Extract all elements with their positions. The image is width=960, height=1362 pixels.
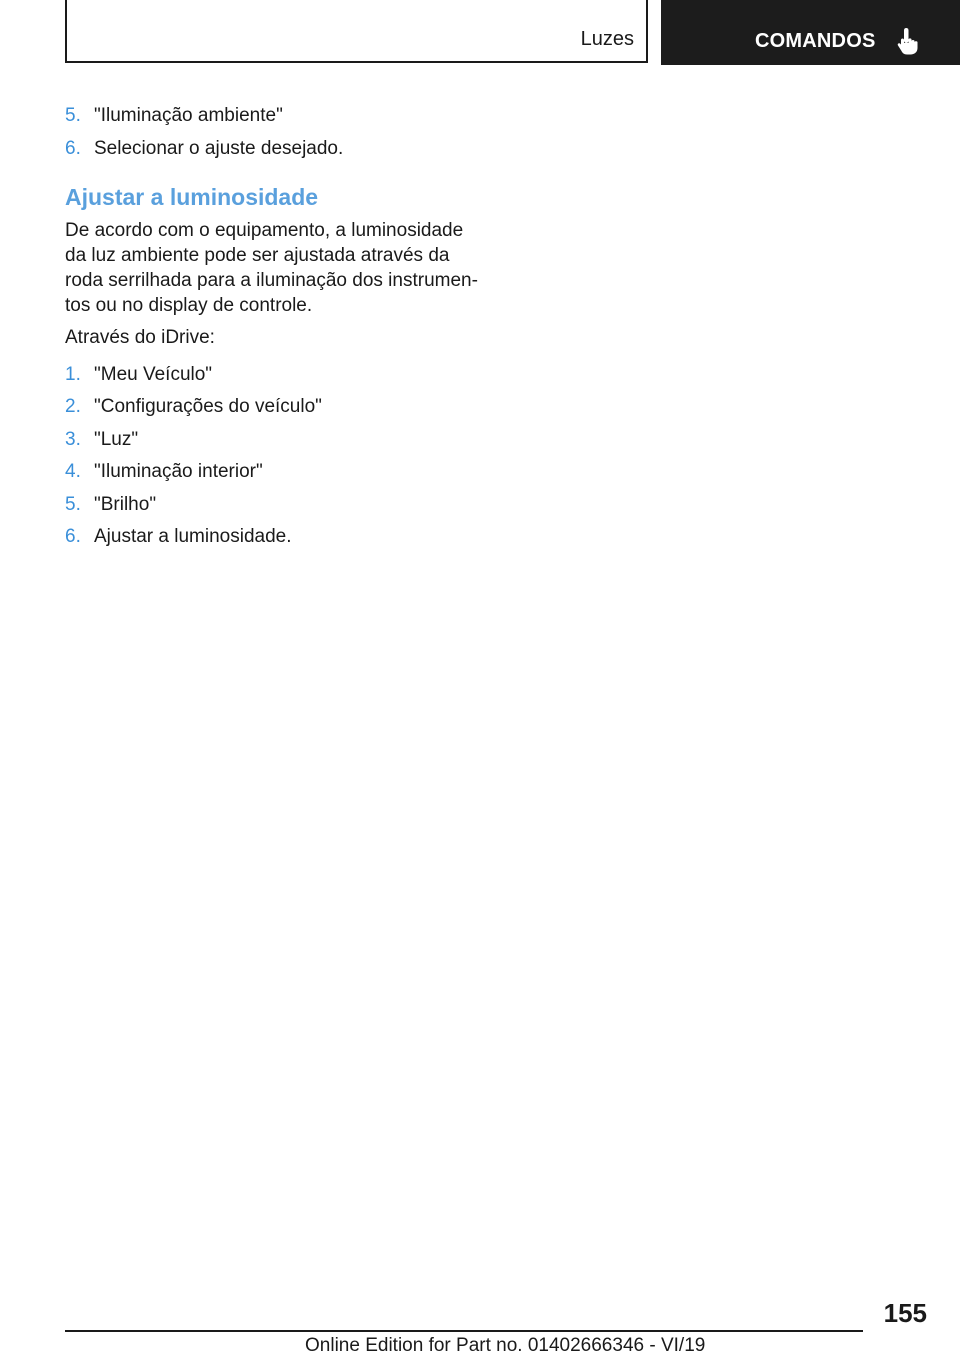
step-text: "Iluminação interior" [94,461,263,482]
section-title-luzes: Luzes [580,28,634,50]
top-step-list [65,103,485,162]
step-text: Selecionar o ajuste desejado. [94,137,344,159]
step-text: "Brilho" [94,493,157,515]
step-number: 2. [65,396,81,417]
page-number: 155 [883,1298,927,1328]
paragraph-line: De acordo com o equipamento, a luminosidade [65,219,464,241]
chapter-tab [661,0,960,65]
chapter-label: COMANDOS [755,30,876,52]
page-content [65,103,485,557]
list-item [65,136,485,162]
idrive-intro: Através do iDrive: [65,326,215,348]
step-text: "Configurações do veículo" [94,396,322,417]
step-number: 6. [65,526,81,547]
section-heading: Ajustar a luminosidade [65,183,319,210]
footer-edition-text: Online Edition for Part no. 01402666346 - VI/19 [305,1335,706,1356]
header-section-box [65,0,648,63]
pointing-hand-icon [895,27,921,55]
list-item [65,103,485,129]
paragraph-line: da luz ambiente pode ser ajustada através da [65,244,450,266]
section-paragraph [65,218,485,318]
paragraph-line: tos ou no display de controle. [65,294,313,316]
step-text: Ajustar a luminosidade. [94,526,292,547]
step-number: 3. [65,428,81,450]
list-item [65,362,485,388]
step-number: 4. [65,461,81,482]
list-item [65,459,485,485]
list-item [65,524,485,550]
footer-divider [65,1330,863,1332]
step-number: 5. [65,105,81,126]
list-item [65,492,485,518]
step-number: 1. [65,363,81,385]
step-number: 6. [65,137,81,159]
list-item [65,427,485,453]
list-item [65,394,485,420]
idrive-step-list [65,362,485,551]
step-text: "Iluminação ambiente" [94,105,283,126]
paragraph-line: roda serrilhada para a iluminação dos instrumen- [65,269,478,291]
step-text: "Meu Veículo" [94,363,213,385]
step-number: 5. [65,493,81,515]
step-text: "Luz" [94,428,139,450]
